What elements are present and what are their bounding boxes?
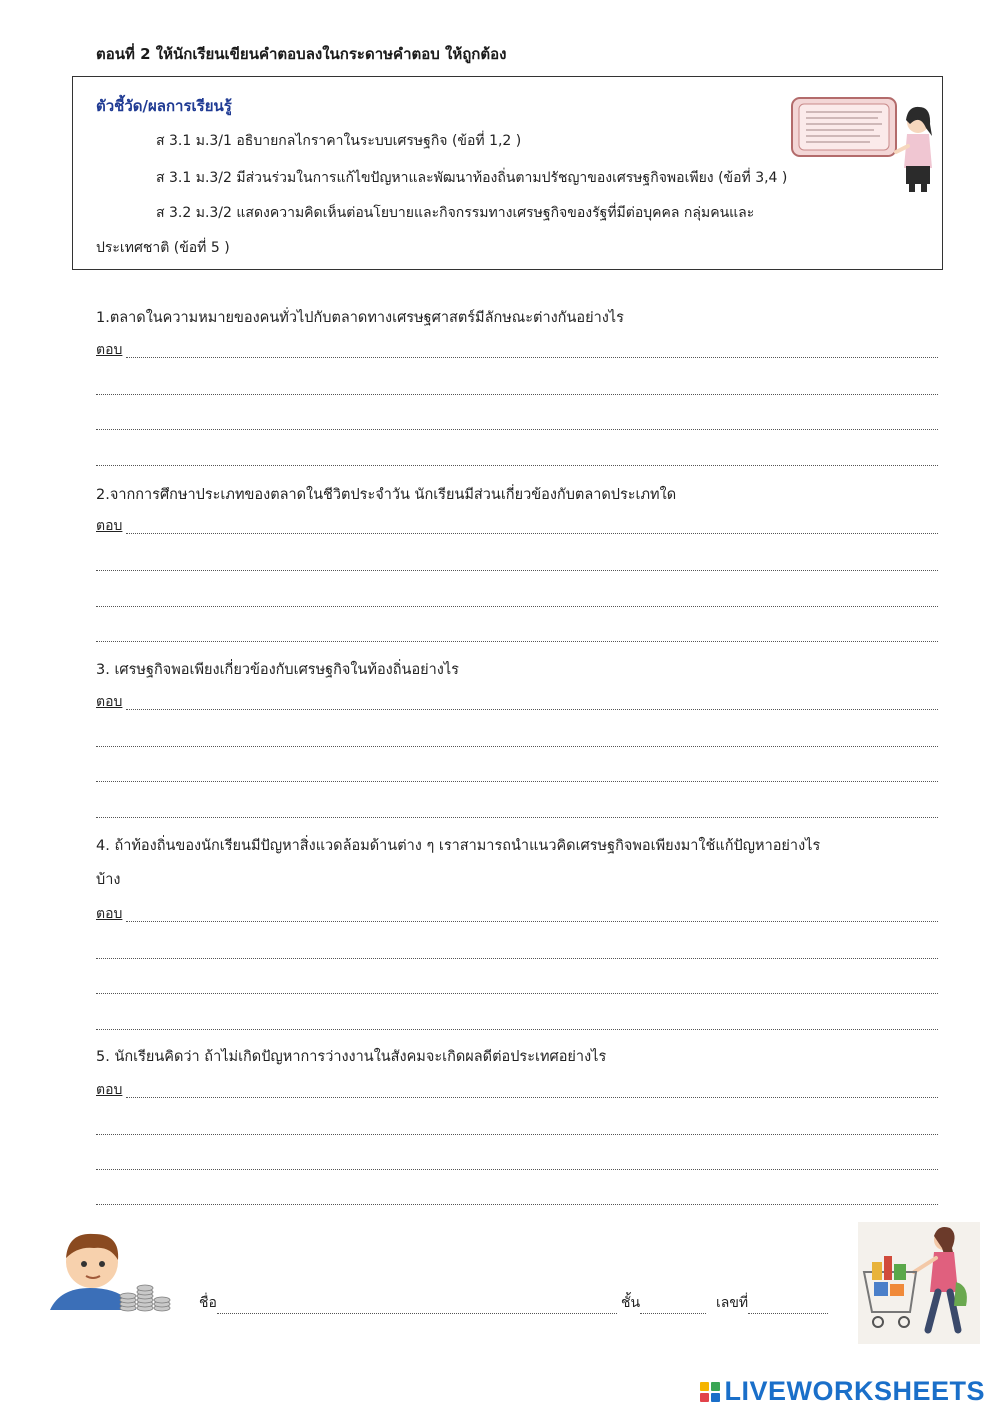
liveworksheets-logo: [700, 1376, 985, 1407]
answer-line[interactable]: [96, 762, 938, 782]
answer-line[interactable]: [96, 587, 938, 607]
indicator-heading: ตัวชี้วัด/ผลการเรียนรู้: [96, 97, 232, 115]
part-title: ตอนที่ 2 ให้นักเรียนเขียนคำตอบลงในกระดาษคำตอบ ให้ถูกต้อง: [96, 45, 507, 63]
answer-line[interactable]: [96, 375, 938, 395]
question-5: 5. นักเรียนคิดว่า ถ้าไม่เกิดปัญหาการว่างงานในสังคมจะเกิดผลดีต่อประเทศอย่างไร: [96, 1049, 607, 1065]
answer-line[interactable]: [96, 902, 938, 922]
class-label: ชั้น: [621, 1295, 641, 1311]
answer-line[interactable]: [96, 939, 938, 959]
answer-line[interactable]: [96, 1115, 938, 1135]
answer-line[interactable]: [96, 1078, 938, 1098]
answer-line[interactable]: [96, 410, 938, 430]
answer-label: ตอบ: [96, 518, 123, 534]
answer-line[interactable]: [96, 1150, 938, 1170]
answer-label: ตอบ: [96, 694, 123, 710]
answer-line[interactable]: [96, 798, 938, 818]
answer-label: ตอบ: [96, 342, 123, 358]
question-4-continued: บ้าง: [96, 872, 121, 888]
teacher-with-speech-board-icon: [790, 94, 938, 194]
answer-line[interactable]: [96, 551, 938, 571]
brand-text: LIVEWORKSHEETS: [724, 1376, 985, 1406]
answer-line[interactable]: [96, 974, 938, 994]
question-3: 3. เศรษฐกิจพอเพียงเกี่ยวข้องกับเศรษฐกิจในท้องถิ่นอย่างไร: [96, 662, 459, 678]
question-1: 1.ตลาดในความหมายของคนทั่วไปกับตลาดทางเศรษฐศาสตร์มีลักษณะต่างกันอย่างไร: [96, 310, 624, 326]
answer-line[interactable]: [96, 338, 938, 358]
indicator-line: ประเทศชาติ (ข้อที่ 5 ): [96, 240, 230, 256]
liveworksheets-logo-icon: [700, 1382, 720, 1402]
answer-label: ตอบ: [96, 1082, 123, 1098]
name-label: ชื่อ: [199, 1295, 217, 1311]
answer-line[interactable]: [96, 446, 938, 466]
indicator-line: ส 3.2 ม.3/2 แสดงความคิดเห็นต่อนโยบายและกิจกรรมทางเศรษฐกิจของรัฐที่มีต่อบุคคล กลุ่มคนและ: [156, 205, 755, 221]
answer-line[interactable]: [96, 1185, 938, 1205]
answer-line[interactable]: [96, 690, 938, 710]
indicator-line: ส 3.1 ม.3/1 อธิบายกลไกราคาในระบบเศรษฐกิจ (ข้อที่ 1,2 ): [156, 133, 522, 149]
number-label: เลขที่: [716, 1295, 749, 1311]
name-field[interactable]: [199, 1292, 617, 1314]
boy-counting-coins-icon: [46, 1228, 174, 1320]
number-field[interactable]: [716, 1292, 828, 1314]
answer-line[interactable]: [96, 622, 938, 642]
answer-line[interactable]: [96, 727, 938, 747]
class-field[interactable]: [621, 1292, 706, 1314]
answer-label: ตอบ: [96, 906, 123, 922]
woman-with-shopping-cart-icon: [858, 1222, 980, 1344]
answer-line[interactable]: [96, 1010, 938, 1030]
answer-line[interactable]: [96, 514, 938, 534]
question-2: 2.จากการศึกษาประเภทของตลาดในชีวิตประจำวัน นักเรียนมีส่วนเกี่ยวข้องกับตลาดประเภทใด: [96, 487, 677, 503]
question-4: 4. ถ้าท้องถิ่นของนักเรียนมีปัญหาสิ่งแวดล้อมด้านต่าง ๆ เราสามารถนำแนวคิดเศรษฐกิจพอเพียงมาใช้แก้ปัญหาอย่างไร: [96, 838, 821, 854]
indicator-line: ส 3.1 ม.3/2 มีส่วนร่วมในการแก้ไขปัญหาและพัฒนาท้องถิ่นตามปรัชญาของเศรษฐกิจพอเพียง (ข้อที่ 3,4 ): [156, 170, 788, 186]
